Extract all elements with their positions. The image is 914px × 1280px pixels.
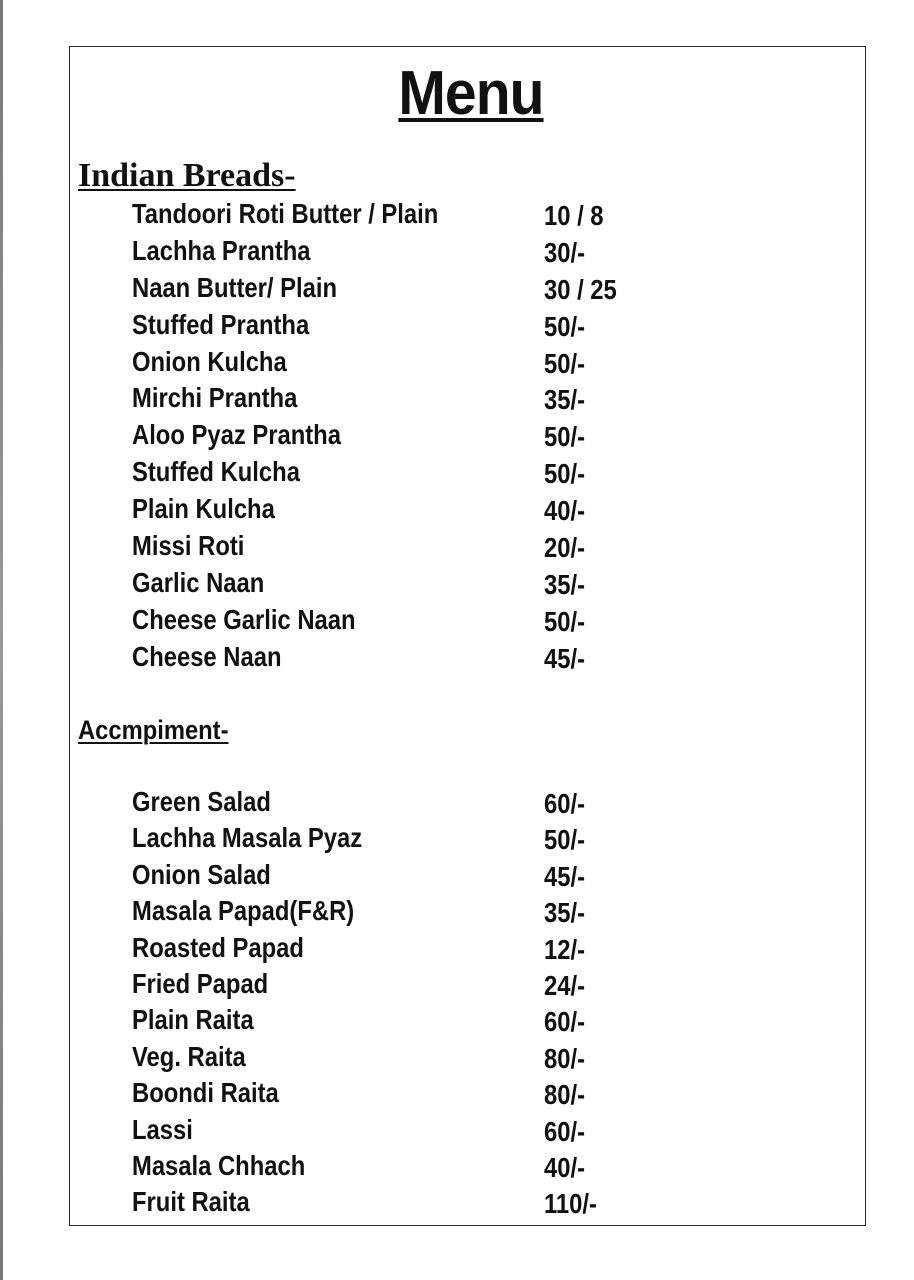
menu-item-name: Masala Papad(F&R) <box>132 895 355 927</box>
menu-item <box>132 196 652 233</box>
menu-item-name: Garlic Naan <box>132 566 265 598</box>
menu-item-price: 80/- <box>544 1079 586 1111</box>
menu-item-name: Lassi <box>132 1113 193 1145</box>
menu-item-name: Lachha Prantha <box>132 234 311 266</box>
menu-item <box>132 820 652 856</box>
menu-item <box>132 857 652 893</box>
menu-item-name: Roasted Papad <box>132 931 304 963</box>
menu-item-price: 45/- <box>544 642 586 674</box>
menu-item <box>132 344 652 381</box>
menu-item-price: 60/- <box>544 1006 586 1038</box>
menu-item-name: Lachha Masala Pyaz <box>132 822 363 854</box>
menu-item-price: 30 / 25 <box>544 273 617 305</box>
section-heading-indian-breads: Indian Breads- <box>78 157 296 194</box>
menu-item-price: 50/- <box>544 605 586 637</box>
menu-item-price: 30/- <box>544 236 586 268</box>
menu-item <box>132 565 652 602</box>
menu-item <box>132 1075 652 1111</box>
menu-item <box>132 491 652 528</box>
menu-item-name: Cheese Naan <box>132 640 282 672</box>
menu-item-name: Fruit Raita <box>132 1186 250 1218</box>
menu-item-price: 12/- <box>544 933 586 965</box>
menu-title: Menu <box>398 59 544 128</box>
menu-item <box>132 233 652 270</box>
menu-item-name: Aloo Pyaz Prantha <box>132 419 341 451</box>
menu-item-name: Fried Papad <box>132 967 269 999</box>
menu-item-price: 45/- <box>544 860 586 892</box>
menu-item-name: Onion Kulcha <box>132 345 287 377</box>
menu-item <box>132 528 652 565</box>
menu-item-price: 35/- <box>544 568 586 600</box>
menu-item <box>132 602 652 639</box>
menu-item-price: 50/- <box>544 310 586 342</box>
menu-item <box>132 893 652 929</box>
menu-item-name: Missi Roti <box>132 530 245 562</box>
menu-item-price: 20/- <box>544 532 586 564</box>
menu-item-price: 50/- <box>544 824 586 856</box>
menu-item-name: Mirchi Prantha <box>132 382 298 414</box>
menu-item <box>132 639 652 676</box>
menu-item <box>132 1112 652 1148</box>
menu-item <box>132 454 652 491</box>
menu-item-price: 50/- <box>544 347 586 379</box>
menu-item-price: 35/- <box>544 384 586 416</box>
menu-item-name: Boondi Raita <box>132 1077 279 1109</box>
accompaniment-list <box>132 784 652 1221</box>
menu-item <box>132 270 652 307</box>
indian-breads-list <box>132 196 652 676</box>
menu-item-name: Stuffed Prantha <box>132 308 310 340</box>
menu-item-name: Stuffed Kulcha <box>132 456 300 488</box>
menu-item-name: Naan Butter/ Plain <box>132 271 337 303</box>
menu-item <box>132 966 652 1002</box>
menu-item-price: 10 / 8 <box>544 200 604 231</box>
menu-item <box>132 380 652 417</box>
menu-item <box>132 1002 652 1038</box>
menu-item <box>132 417 652 454</box>
menu-item <box>132 1148 652 1184</box>
menu-item-price: 24/- <box>544 969 586 1001</box>
menu-item-price: 40/- <box>544 1151 586 1183</box>
menu-item-price: 60/- <box>544 788 586 819</box>
menu-item-price: 35/- <box>544 897 586 929</box>
section-heading-accompaniment: Accmpiment- <box>78 715 229 745</box>
menu-item-name: Green Salad <box>132 786 271 817</box>
menu-item <box>132 307 652 344</box>
menu-item-price: 110/- <box>544 1188 597 1220</box>
menu-item-name: Plain Kulcha <box>132 493 275 525</box>
menu-item-name: Cheese Garlic Naan <box>132 603 356 635</box>
menu-item <box>132 784 652 820</box>
menu-item <box>132 1039 652 1075</box>
menu-item-price: 80/- <box>544 1042 586 1074</box>
menu-item-name: Veg. Raita <box>132 1040 246 1072</box>
menu-item-name: Masala Chhach <box>132 1149 306 1181</box>
menu-item <box>132 930 652 966</box>
menu-item-name: Tandoori Roti Butter / Plain <box>132 198 439 229</box>
menu-item-price: 40/- <box>544 495 586 527</box>
menu-item-name: Plain Raita <box>132 1004 254 1036</box>
menu-item-price: 60/- <box>544 1115 586 1147</box>
menu-item-price: 50/- <box>544 458 586 490</box>
menu-item <box>132 1184 652 1220</box>
scan-left-edge <box>0 0 3 1280</box>
menu-item-name: Onion Salad <box>132 858 271 890</box>
menu-item-price: 50/- <box>544 421 586 453</box>
